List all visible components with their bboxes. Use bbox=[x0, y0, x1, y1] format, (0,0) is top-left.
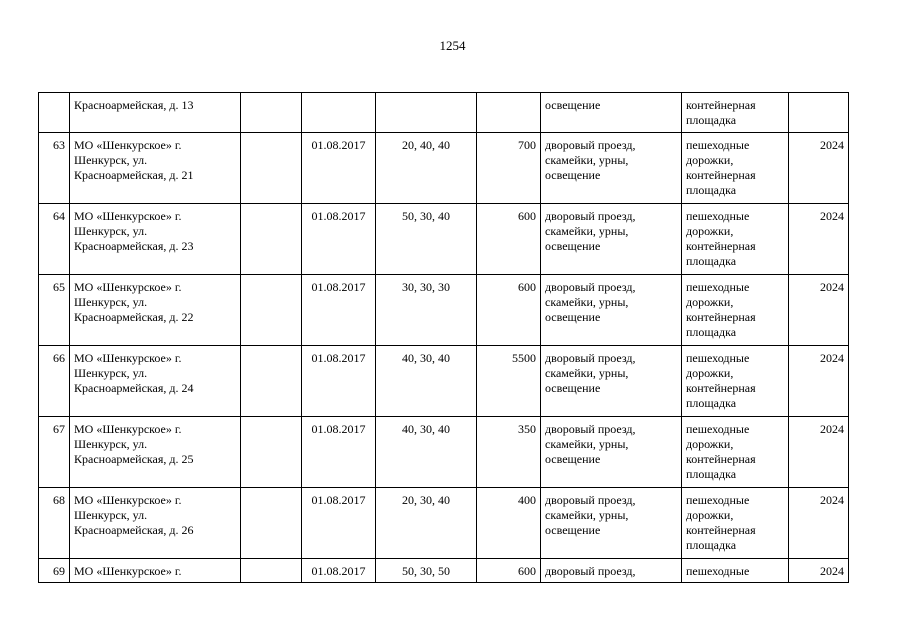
works-cell: дворовый проезд, скамейки, урны, освещение bbox=[541, 346, 682, 417]
works-cell: дворовый проезд, скамейки, урны, освещение bbox=[541, 204, 682, 275]
works-cell: дворовый проезд, bbox=[541, 559, 682, 583]
empty-cell bbox=[241, 559, 302, 583]
date-cell: 01.08.2017 bbox=[302, 488, 376, 559]
year-cell: 2024 bbox=[789, 346, 849, 417]
address-cell: МО «Шенкурское» г. Шенкурск, ул. Красноармейская, д. 22 bbox=[70, 275, 241, 346]
additional-works-cell: пешеходные дорожки, контейнерная площадка bbox=[682, 488, 789, 559]
area-cell: 600 bbox=[477, 559, 541, 583]
year-cell: 2024 bbox=[789, 204, 849, 275]
table-row bbox=[39, 559, 849, 583]
additional-works-cell: пешеходные дорожки, контейнерная площадка bbox=[682, 275, 789, 346]
additional-works-cell: пешеходные bbox=[682, 559, 789, 583]
address-cell: МО «Шенкурское» г. Шенкурск, ул. Красноармейская, д. 24 bbox=[70, 346, 241, 417]
dimensions-cell: 50, 30, 40 bbox=[376, 204, 477, 275]
address-cell: МО «Шенкурское» г. Шенкурск, ул. Красноармейская, д. 25 bbox=[70, 417, 241, 488]
additional-works-cell: пешеходные дорожки, контейнерная площадка bbox=[682, 133, 789, 204]
address-cell: МО «Шенкурское» г. bbox=[70, 559, 241, 583]
empty-cell bbox=[241, 204, 302, 275]
empty-cell bbox=[241, 93, 302, 133]
date-cell: 01.08.2017 bbox=[302, 559, 376, 583]
works-cell: дворовый проезд, скамейки, урны, освещение bbox=[541, 417, 682, 488]
dimensions-cell: 30, 30, 30 bbox=[376, 275, 477, 346]
table-row bbox=[39, 93, 849, 133]
table-row bbox=[39, 417, 849, 488]
area-cell: 350 bbox=[477, 417, 541, 488]
row-number-cell: 68 bbox=[39, 488, 70, 559]
empty-cell bbox=[241, 417, 302, 488]
works-cell: освещение bbox=[541, 93, 682, 133]
table-row bbox=[39, 133, 849, 204]
row-number-cell: 64 bbox=[39, 204, 70, 275]
area-cell: 600 bbox=[477, 204, 541, 275]
dimensions-cell: 40, 30, 40 bbox=[376, 417, 477, 488]
area-cell bbox=[477, 93, 541, 133]
area-cell: 5500 bbox=[477, 346, 541, 417]
dimensions-cell: 50, 30, 50 bbox=[376, 559, 477, 583]
table-row bbox=[39, 346, 849, 417]
works-cell: дворовый проезд, скамейки, урны, освещение bbox=[541, 488, 682, 559]
year-cell: 2024 bbox=[789, 417, 849, 488]
works-cell: дворовый проезд, скамейки, урны, освещение bbox=[541, 133, 682, 204]
date-cell bbox=[302, 93, 376, 133]
additional-works-cell: контейнерная площадка bbox=[682, 93, 789, 133]
dimensions-cell: 20, 30, 40 bbox=[376, 488, 477, 559]
year-cell: 2024 bbox=[789, 488, 849, 559]
empty-cell bbox=[241, 133, 302, 204]
empty-cell bbox=[241, 488, 302, 559]
date-cell: 01.08.2017 bbox=[302, 204, 376, 275]
area-cell: 700 bbox=[477, 133, 541, 204]
address-cell: Красноармейская, д. 13 bbox=[70, 93, 241, 133]
date-cell: 01.08.2017 bbox=[302, 275, 376, 346]
additional-works-cell: пешеходные дорожки, контейнерная площадка bbox=[682, 417, 789, 488]
row-number-cell bbox=[39, 93, 70, 133]
year-cell bbox=[789, 93, 849, 133]
address-cell: МО «Шенкурское» г. Шенкурск, ул. Красноармейская, д. 26 bbox=[70, 488, 241, 559]
page-number: 1254 bbox=[439, 38, 466, 53]
table-row bbox=[39, 204, 849, 275]
row-number-cell: 63 bbox=[39, 133, 70, 204]
date-cell: 01.08.2017 bbox=[302, 346, 376, 417]
year-cell: 2024 bbox=[789, 275, 849, 346]
dimensions-cell bbox=[376, 93, 477, 133]
row-number-cell: 67 bbox=[39, 417, 70, 488]
additional-works-cell: пешеходные дорожки, контейнерная площадка bbox=[682, 346, 789, 417]
row-number-cell: 69 bbox=[39, 559, 70, 583]
dimensions-cell: 20, 40, 40 bbox=[376, 133, 477, 204]
year-cell: 2024 bbox=[789, 559, 849, 583]
row-number-cell: 65 bbox=[39, 275, 70, 346]
table-row bbox=[39, 275, 849, 346]
area-cell: 400 bbox=[477, 488, 541, 559]
address-cell: МО «Шенкурское» г. Шенкурск, ул. Красноармейская, д. 23 bbox=[70, 204, 241, 275]
date-cell: 01.08.2017 bbox=[302, 133, 376, 204]
additional-works-cell: пешеходные дорожки, контейнерная площадка bbox=[682, 204, 789, 275]
empty-cell bbox=[241, 275, 302, 346]
date-cell: 01.08.2017 bbox=[302, 417, 376, 488]
empty-cell bbox=[241, 346, 302, 417]
area-cell: 600 bbox=[477, 275, 541, 346]
dimensions-cell: 40, 30, 40 bbox=[376, 346, 477, 417]
year-cell: 2024 bbox=[789, 133, 849, 204]
registry-table bbox=[38, 92, 849, 583]
address-cell: МО «Шенкурское» г. Шенкурск, ул. Красноармейская, д. 21 bbox=[70, 133, 241, 204]
row-number-cell: 66 bbox=[39, 346, 70, 417]
table-body bbox=[39, 93, 849, 583]
table-row bbox=[39, 488, 849, 559]
works-cell: дворовый проезд, скамейки, урны, освещение bbox=[541, 275, 682, 346]
